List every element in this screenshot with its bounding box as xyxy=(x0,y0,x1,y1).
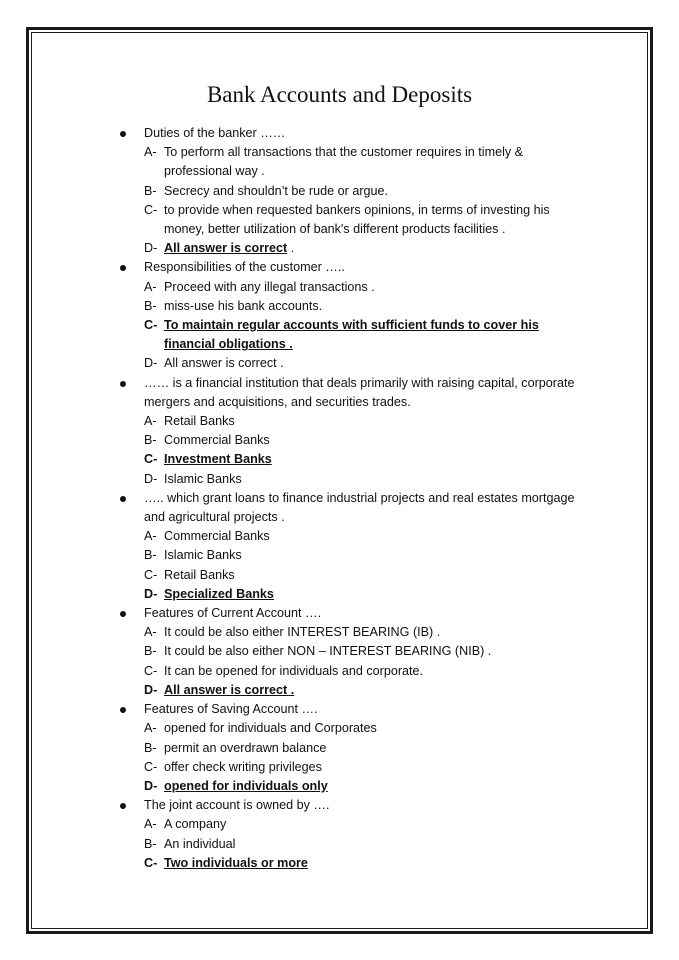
option-letter: B- xyxy=(144,433,157,448)
option-item xyxy=(0,201,679,239)
option-item xyxy=(0,854,679,873)
option-item xyxy=(0,739,679,758)
option-letter: A- xyxy=(144,529,157,544)
option-text: All answer is correct . xyxy=(164,356,284,371)
option-item xyxy=(0,758,679,777)
option-item xyxy=(0,642,679,661)
correct-answer-text: opened for individuals only xyxy=(164,778,328,793)
bullet-icon xyxy=(120,803,126,809)
option-item xyxy=(0,835,679,854)
option-text: Secrecy and shouldn’t be rude or argue. xyxy=(164,183,389,198)
option-item xyxy=(0,777,679,796)
option-text: Islamic Banks xyxy=(164,548,242,563)
option-text: Retail Banks xyxy=(164,567,235,582)
option-item xyxy=(0,354,679,373)
option-letter: A- xyxy=(144,817,157,832)
question-line xyxy=(0,374,679,412)
option-item xyxy=(0,719,679,738)
option-letter: C- xyxy=(144,567,158,582)
question-text: Responsibilities of the customer ….. xyxy=(144,260,345,275)
option-suffix: . xyxy=(287,241,295,256)
option-letter: B- xyxy=(144,644,157,659)
option-text: It could be also either NON – INTEREST BEARING (NIB) . xyxy=(164,644,492,659)
option-letter: D- xyxy=(144,356,158,371)
question-line xyxy=(0,258,679,277)
bullet-icon xyxy=(120,496,126,502)
option-text: An individual xyxy=(164,836,236,851)
option-item xyxy=(0,143,679,181)
option-letter: D- xyxy=(144,778,158,793)
option-item xyxy=(0,450,679,469)
option-text: It can be opened for individuals and corporate. xyxy=(164,663,424,678)
option-text: Islamic Banks xyxy=(164,471,242,486)
question-text: …… is a financial institution that deals primarily with raising capital, corporate mergers and acquisitions, and securities trades. xyxy=(144,375,575,409)
option-letter: A- xyxy=(144,721,157,736)
option-item xyxy=(0,681,679,700)
question-text: The joint account is owned by …. xyxy=(144,798,330,813)
document-title: Bank Accounts and Deposits xyxy=(206,82,473,107)
correct-answer-text: All answer is correct xyxy=(164,241,288,256)
option-letter: C- xyxy=(144,318,158,333)
question-item xyxy=(0,374,679,489)
question-line xyxy=(0,796,679,815)
option-text: Proceed with any illegal transactions . xyxy=(164,279,375,294)
question-text: Features of Current Account …. xyxy=(144,606,322,621)
option-item xyxy=(0,662,679,681)
option-letter: D- xyxy=(144,586,158,601)
option-item xyxy=(0,412,679,431)
option-text: permit an overdrawn balance xyxy=(164,740,327,755)
option-text: To perform all transactions that the customer requires in timely & professional way . xyxy=(164,145,524,179)
option-item xyxy=(0,239,679,258)
option-item xyxy=(0,278,679,297)
option-letter: C- xyxy=(144,202,158,217)
correct-answer-text: Investment Banks xyxy=(164,452,272,467)
option-item xyxy=(0,546,679,565)
option-item xyxy=(0,316,679,354)
question-item xyxy=(0,796,679,873)
correct-answer-text: All answer is correct . xyxy=(164,682,295,697)
option-text: miss-use his bank accounts. xyxy=(164,298,323,313)
correct-answer-text: To maintain regular accounts with sufficient funds to cover his financial obligations . xyxy=(164,318,539,352)
question-line xyxy=(0,604,679,623)
question-line xyxy=(0,124,679,143)
bullet-icon xyxy=(120,707,126,713)
option-letter: C- xyxy=(144,759,158,774)
option-letter: B- xyxy=(144,740,157,755)
option-letter: A- xyxy=(144,625,157,640)
question-line xyxy=(0,700,679,719)
question-item xyxy=(0,700,679,796)
question-text: Duties of the banker …… xyxy=(144,126,286,140)
option-letter: D- xyxy=(144,241,158,256)
option-text: offer check writing privileges xyxy=(164,759,322,774)
option-letter: A- xyxy=(144,414,157,429)
option-letter: D- xyxy=(144,471,158,486)
option-letter: C- xyxy=(144,663,158,678)
bullet-icon xyxy=(120,381,126,387)
question-item xyxy=(0,489,679,604)
option-item xyxy=(0,815,679,834)
question-line xyxy=(0,489,679,527)
question-text: Features of Saving Account …. xyxy=(144,702,318,717)
option-item xyxy=(0,527,679,546)
option-text: Commercial Banks xyxy=(164,433,270,448)
option-letter: A- xyxy=(144,279,157,294)
option-item xyxy=(0,585,679,604)
option-letter: C- xyxy=(144,452,158,467)
option-text: to provide when requested bankers opinions, in terms of investing his money, better utilization of bank's different products facilities . xyxy=(164,202,550,237)
option-text: Retail Banks xyxy=(164,414,235,429)
option-text: It could be also either INTEREST BEARING (IB) . xyxy=(164,625,441,640)
option-letter: B- xyxy=(144,836,157,851)
option-item xyxy=(0,297,679,316)
question-item xyxy=(0,604,679,700)
option-text: A company xyxy=(164,817,227,832)
option-item xyxy=(0,566,679,585)
option-letter: B- xyxy=(144,298,157,313)
option-letter: A- xyxy=(144,145,157,160)
question-text: ….. which grant loans to finance industrial projects and real estates mortgage and agricultural projects . xyxy=(144,490,575,525)
option-item xyxy=(0,182,679,201)
option-letter: D- xyxy=(144,682,158,697)
option-letter: B- xyxy=(144,183,157,198)
bullet-icon xyxy=(120,611,126,617)
option-text: opened for individuals and Corporates xyxy=(164,721,377,736)
bullet-icon xyxy=(120,131,126,137)
option-item xyxy=(0,470,679,489)
option-letter: C- xyxy=(144,855,158,870)
question-list xyxy=(0,124,679,873)
option-text: Commercial Banks xyxy=(164,529,270,544)
option-letter: B- xyxy=(144,548,157,563)
option-item xyxy=(0,431,679,450)
correct-answer-text: Specialized Banks xyxy=(164,586,274,601)
question-item xyxy=(0,124,679,258)
bullet-icon xyxy=(120,265,126,271)
correct-answer-text: Two individuals or more xyxy=(164,855,308,870)
question-item xyxy=(0,258,679,373)
option-item xyxy=(0,623,679,642)
